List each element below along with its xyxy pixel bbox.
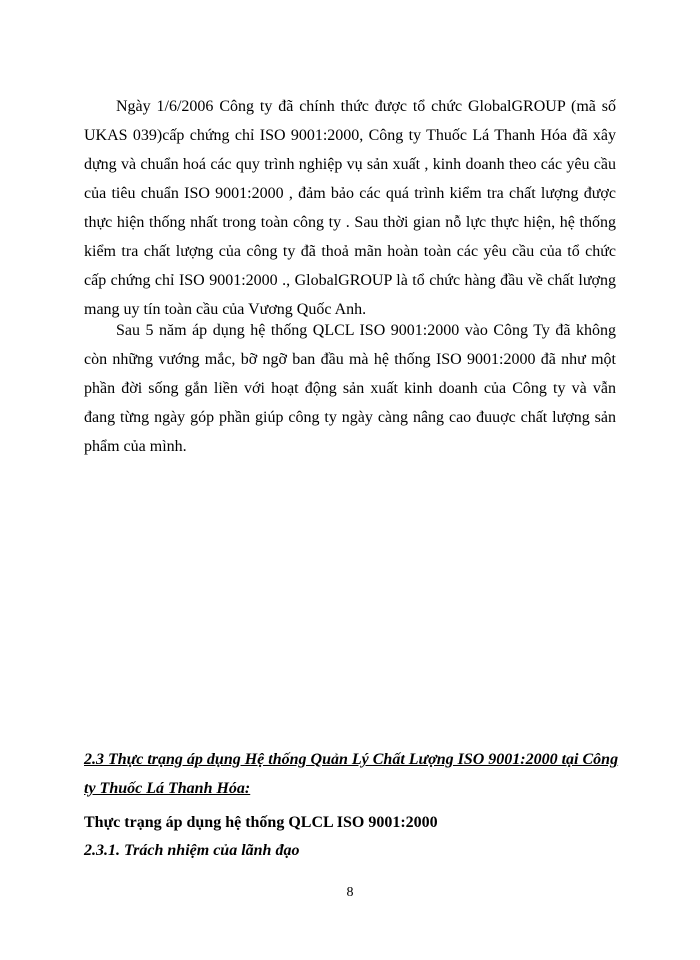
subsection-heading-2-3-1: 2.3.1. Trách nhiệm của lãnh đạo: [84, 842, 300, 859]
subheading-qlcl-status: Thực trạng áp dụng hệ thống QLCL ISO 9001:2000: [84, 814, 438, 831]
paragraph-five-years-application: Sau 5 năm áp dụng hệ thống QLCL ISO 9001:2000 vào Công Ty đã không còn những vướng mắc, bỡ ngỡ ban đầu mà hệ thống ISO 9001:2000 đã như một phần đời sống gắn liền với hoạt động sản xuất kinh doanh của Công ty và vẫn đang từng ngày góp phần giúp công ty ngày càng nâng cao đuuợc chất lượng sản phẩm của mình.: [84, 322, 616, 455]
paragraph-iso-certification: Ngày 1/6/2006 Công ty đã chính thức được tổ chức GlobalGROUP (mã số UKAS 039)cấp chứng chỉ ISO 9001:2000, Công ty Thuốc Lá Thanh Hóa đã xây dựng và chuẩn hoá các quy trình nghiệp vụ sản xuất , kinh doanh theo các yêu cầu của tiêu chuẩn ISO 9001:2000 , đảm bảo các quá trình kiểm tra chất lượng được thực hiện thống nhất trong toàn công ty . Sau thời gian nỗ lực thực hiện, hệ thống kiểm tra chất lượng của công ty đã thoả mãn hoàn toàn các yêu cầu của tổ chức cấp chứng chỉ ISO 9001:2000 ., GlobalGROUP là tổ chức hàng đầu về chất lượng mang uy tín toàn cầu của Vương Quốc Anh.: [84, 98, 616, 318]
section-heading-2-3: 2.3 Thực trạng áp dụng Hệ thống Quản Lý Chất Lượng ISO 9001:2000 tại Công ty Thuốc Lá Thanh Hóa:: [84, 751, 619, 797]
page-number: 8: [346, 885, 354, 900]
